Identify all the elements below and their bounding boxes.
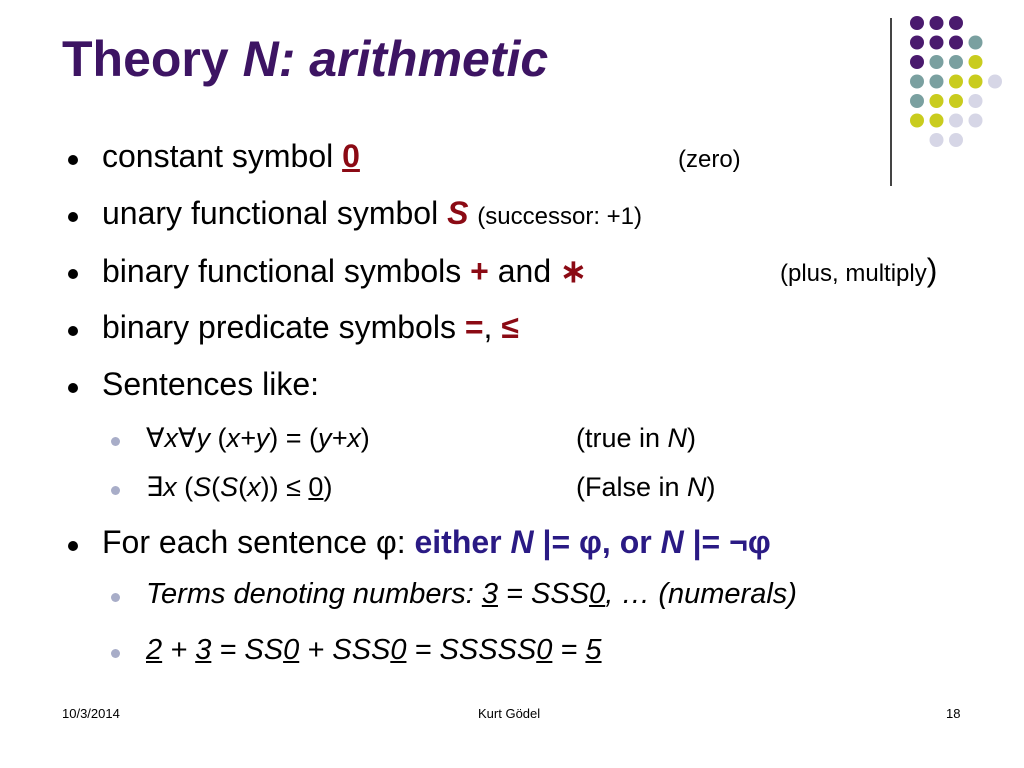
decorative-dot	[969, 114, 983, 128]
f1-0: ∀	[146, 423, 165, 453]
decorative-dot	[988, 75, 1002, 89]
terms-line	[146, 578, 797, 611]
bullet-each-sentence	[102, 524, 771, 561]
bullet-binary-pred	[102, 309, 519, 346]
f1-8: )	[360, 423, 370, 453]
f2-2: (	[176, 472, 194, 502]
bullet-dot	[68, 155, 78, 165]
footer-author: Kurt Gödel	[478, 706, 541, 721]
bullet-dot	[68, 326, 78, 336]
decorative-dot	[930, 133, 944, 147]
sub-bullet-dot	[111, 437, 120, 446]
le-symbol: ≤	[501, 309, 519, 345]
sentence-exists-note	[576, 472, 716, 503]
bullet-dot	[68, 269, 78, 279]
decorative-dot	[969, 36, 983, 50]
calc-three: 3	[195, 634, 212, 666]
decorative-dot	[949, 133, 963, 147]
f2-3: S	[193, 472, 212, 502]
calc-z2: 0	[390, 634, 407, 666]
sentence-forall	[146, 423, 370, 454]
eq-symbol: =	[464, 309, 484, 345]
times-symbol: ∗	[560, 253, 587, 289]
decorative-dot	[910, 55, 924, 69]
f2-6: (	[238, 472, 248, 502]
footer-date: 10/3/2014	[62, 706, 120, 721]
binary-func-note	[780, 252, 937, 289]
calc-two: 2	[146, 634, 163, 666]
footer-page-number: 18	[946, 706, 961, 721]
decorative-dot	[930, 75, 944, 89]
n-symbol-2: N	[660, 524, 684, 560]
and-text: and	[488, 253, 561, 289]
decorative-dot	[910, 75, 924, 89]
unary-text: unary functional symbol	[102, 195, 448, 231]
note2-a: (False in	[576, 472, 688, 502]
f2-0: ∃	[146, 472, 164, 502]
note1-a: (true in	[576, 423, 668, 453]
each-text: For each sentence	[102, 524, 376, 560]
decorative-dot	[930, 94, 944, 108]
either-text: either	[414, 524, 511, 560]
terms-c: , … (numerals)	[605, 578, 797, 610]
sentence-exists	[146, 472, 332, 503]
calc-eq1: = SS	[211, 634, 284, 666]
calc-z1: 0	[283, 634, 300, 666]
terms-a: Terms denoting numbers:	[146, 578, 482, 610]
sub-bullet-dot	[111, 649, 120, 658]
bullet-dot	[68, 212, 78, 222]
f1-7: y+x	[318, 423, 361, 453]
decorative-dot	[930, 36, 944, 50]
terms-b: = SSS	[497, 578, 590, 610]
decorative-dot	[949, 36, 963, 50]
decorative-dot	[910, 114, 924, 128]
f2-10: )	[323, 472, 333, 502]
calc-z3: 0	[536, 634, 553, 666]
title-italic: N: arithmetic	[242, 31, 549, 87]
note1-b: )	[687, 423, 697, 453]
bullet-sentences	[102, 366, 319, 403]
f2-7: x	[247, 472, 261, 502]
decorative-dot	[910, 94, 924, 108]
sentences-text: Sentences like:	[102, 366, 320, 402]
bullet-dot	[68, 383, 78, 393]
decorative-dot	[930, 16, 944, 30]
decorative-dot	[910, 36, 924, 50]
f2-4: (	[211, 472, 221, 502]
constant-note: (zero)	[678, 146, 741, 173]
title-plain: Theory	[62, 31, 243, 87]
f1-2: ∀	[177, 423, 197, 453]
f1-4: (	[209, 423, 227, 453]
sentence-forall-note	[576, 423, 696, 454]
binary-func-note-close: )	[926, 252, 938, 288]
decorative-dot	[969, 55, 983, 69]
f1-3: y	[196, 423, 210, 453]
decorative-dot	[949, 75, 963, 89]
decorative-dot	[930, 55, 944, 69]
colon-text: :	[396, 524, 415, 560]
bullet-constant	[102, 138, 360, 175]
models-phi: |= φ, or	[533, 524, 661, 560]
calc-line	[146, 634, 602, 667]
n-symbol-1: N	[510, 524, 534, 560]
unary-symbol: S	[447, 195, 469, 231]
constant-symbol: 0	[342, 138, 360, 174]
decorative-dot	[949, 16, 963, 30]
f2-8: )) ≤	[260, 472, 309, 502]
note2-b: )	[706, 472, 716, 502]
decorative-dot	[930, 114, 944, 128]
calc-five: 5	[585, 634, 602, 666]
decorative-dot	[910, 16, 924, 30]
decorative-dot	[949, 94, 963, 108]
comma-text: ,	[483, 309, 502, 345]
decorative-dot	[969, 94, 983, 108]
binary-pred-text: binary predicate symbols	[102, 309, 465, 345]
f2-9: 0	[308, 472, 324, 502]
sub-bullet-dot	[111, 593, 120, 602]
calc-p1: +	[162, 634, 196, 666]
bullet-dot	[68, 541, 78, 551]
terms-zero: 0	[589, 578, 606, 610]
bullet-binary-func	[102, 252, 587, 290]
models-not-phi: |= ¬φ	[683, 524, 771, 560]
f1-1: x	[164, 423, 178, 453]
bullet-unary	[102, 195, 642, 232]
calc-p2: + SSS	[299, 634, 391, 666]
sub-bullet-dot	[111, 486, 120, 495]
note1-n: N	[667, 423, 688, 453]
f1-6: ) = (	[269, 423, 319, 453]
constant-text: constant symbol	[102, 138, 343, 174]
binary-func-text: binary functional symbols	[102, 253, 471, 289]
binary-func-note-text: (plus, multiply	[780, 260, 927, 287]
decorative-dot	[969, 75, 983, 89]
decorative-dot	[949, 55, 963, 69]
f2-5: S	[220, 472, 239, 502]
calc-eq2: = SSSSS	[406, 634, 537, 666]
f1-5: x+y	[226, 423, 270, 453]
calc-eq3: =	[552, 634, 586, 666]
terms-three: 3	[481, 578, 498, 610]
note2-n: N	[687, 472, 707, 502]
unary-note: (successor: +1)	[477, 203, 643, 230]
phi-symbol: φ	[375, 524, 397, 560]
plus-symbol: +	[470, 253, 489, 289]
f2-1: x	[163, 472, 177, 502]
decorative-dot	[949, 114, 963, 128]
